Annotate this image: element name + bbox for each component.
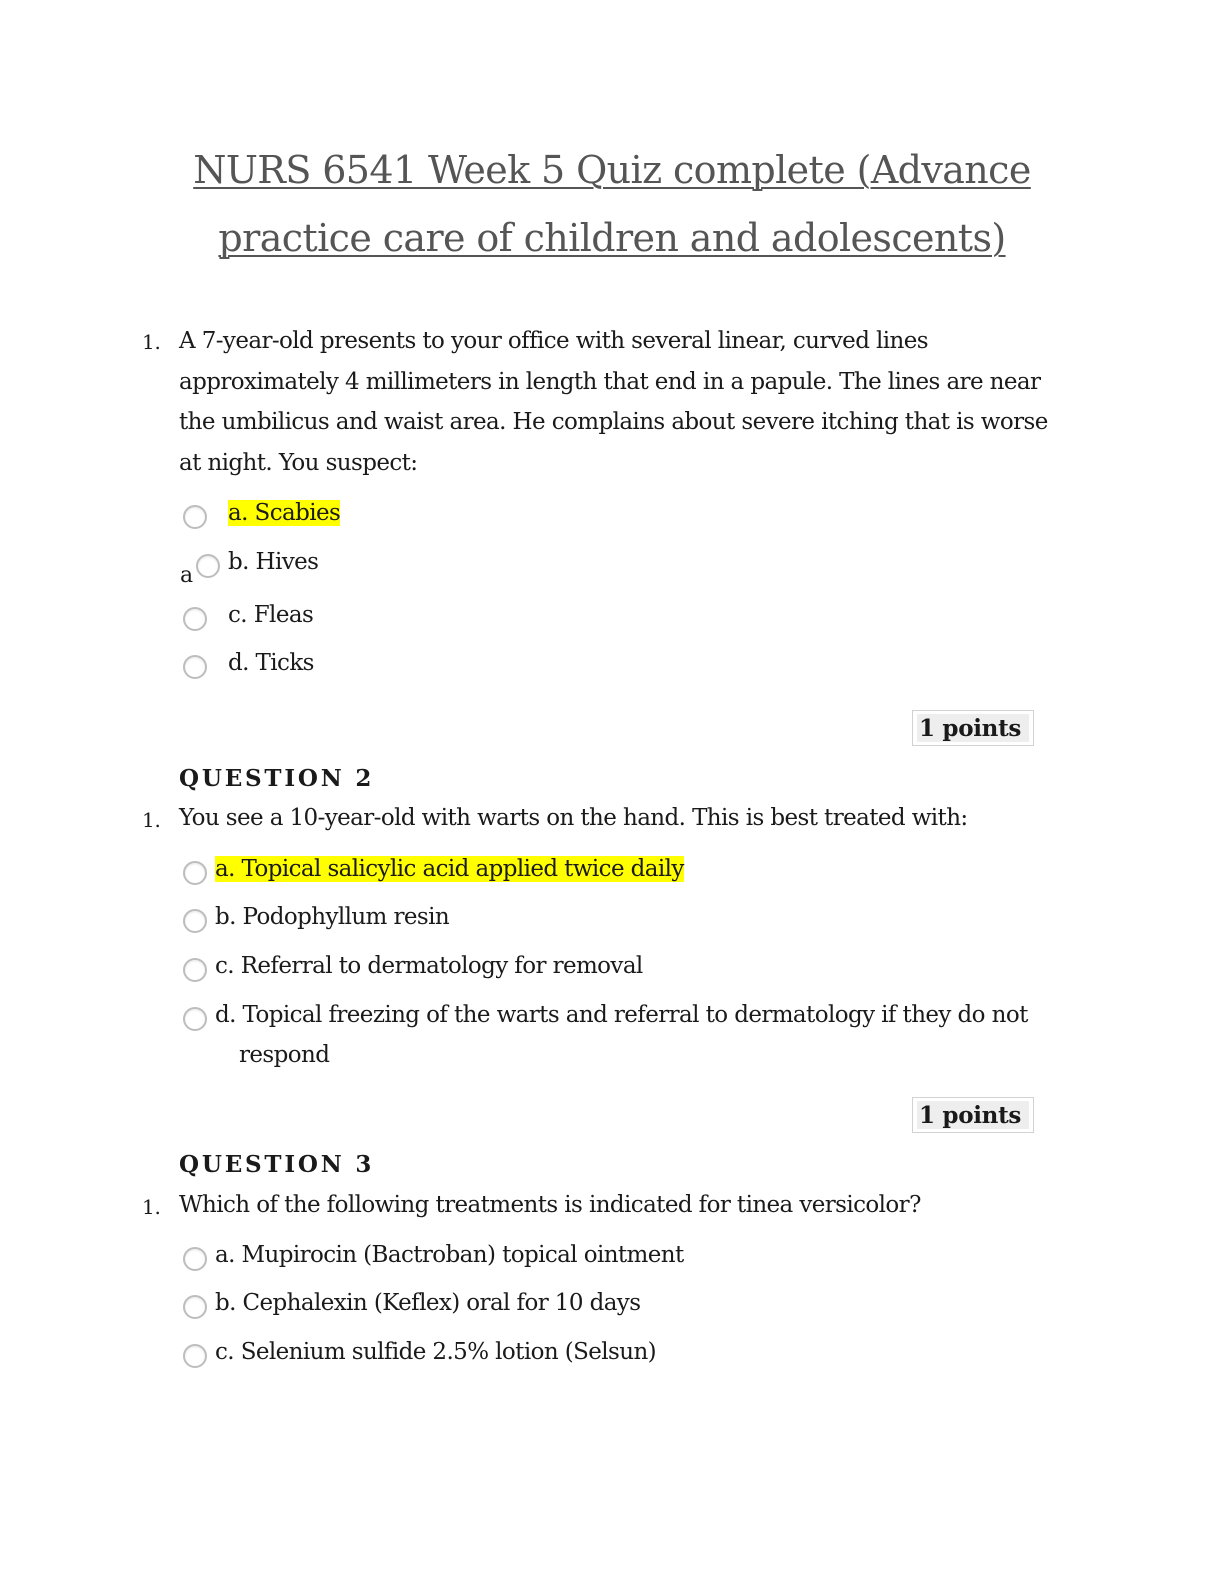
question-3-header: QUESTION 3 [179, 1151, 375, 1178]
q3-number: 1. [142, 1195, 161, 1219]
q1-option-a[interactable] [228, 500, 340, 526]
q2-text: You see a 10-year-old with warts on the hand. This is best treated with: [179, 805, 968, 831]
q2-option-d-continuation: respond [239, 1042, 330, 1068]
q3-option-a[interactable]: a. Mupirocin (Bactroban) topical ointment [215, 1242, 684, 1268]
q2-option-b-radio[interactable] [183, 909, 207, 933]
q3-text: Which of the following treatments is indicated for tinea versicolor? [179, 1192, 921, 1218]
q3-option-b-radio[interactable] [183, 1295, 207, 1319]
q1-option-a-radio[interactable] [183, 505, 207, 529]
q2-number: 1. [142, 808, 161, 832]
q1-points-box [912, 710, 1034, 746]
q1-option-c[interactable]: c. Fleas [228, 602, 314, 628]
q2-option-a-label: a. Topical salicylic acid applied twice daily [215, 856, 684, 882]
q1-number: 1. [142, 330, 161, 354]
q1-option-c-radio[interactable] [183, 607, 207, 631]
q1-option-b-radio[interactable] [196, 554, 220, 578]
title-line-2: practice care of children and adolescents) [218, 216, 1006, 260]
q3-option-b[interactable]: b. Cephalexin (Keflex) oral for 10 days [215, 1290, 641, 1316]
q2-option-c[interactable]: c. Referral to dermatology for removal [215, 953, 643, 979]
page-title [0, 136, 1224, 272]
q2-option-a[interactable] [215, 856, 684, 882]
q2-option-c-radio[interactable] [183, 958, 207, 982]
q2-option-d-radio[interactable] [183, 1007, 207, 1031]
q2-points: 1 points [917, 1101, 1029, 1129]
q3-option-c[interactable]: c. Selenium sulfide 2.5% lotion (Selsun) [215, 1339, 657, 1365]
question-2-header: QUESTION 2 [179, 765, 375, 792]
q1-option-d[interactable]: d. Ticks [228, 650, 314, 676]
q1-text: A 7-year-old presents to your office with several linear, curved lines approximately 4 millimeters in length that end in a papule. The lines are near the umbilicus and waist area. He complains about severe itching that is worse at night. You suspect: [179, 328, 1048, 476]
q2-option-b[interactable]: b. Podophyllum resin [215, 904, 450, 930]
q1-option-b[interactable]: b. Hives [228, 549, 319, 575]
q2-option-a-radio[interactable] [183, 861, 207, 885]
q1-option-d-radio[interactable] [183, 655, 207, 679]
q2-option-d[interactable]: d. Topical freezing of the warts and referral to dermatology if they do not [215, 1002, 1028, 1028]
q2-points-box [912, 1097, 1034, 1133]
q3-option-c-radio[interactable] [183, 1344, 207, 1368]
title-line-1: NURS 6541 Week 5 Quiz complete (Advance [193, 148, 1031, 192]
q1-option-a-label: a. Scabies [228, 500, 341, 526]
q3-option-a-radio[interactable] [183, 1247, 207, 1271]
q1-points: 1 points [917, 714, 1029, 742]
stray-mark: a [180, 563, 194, 588]
